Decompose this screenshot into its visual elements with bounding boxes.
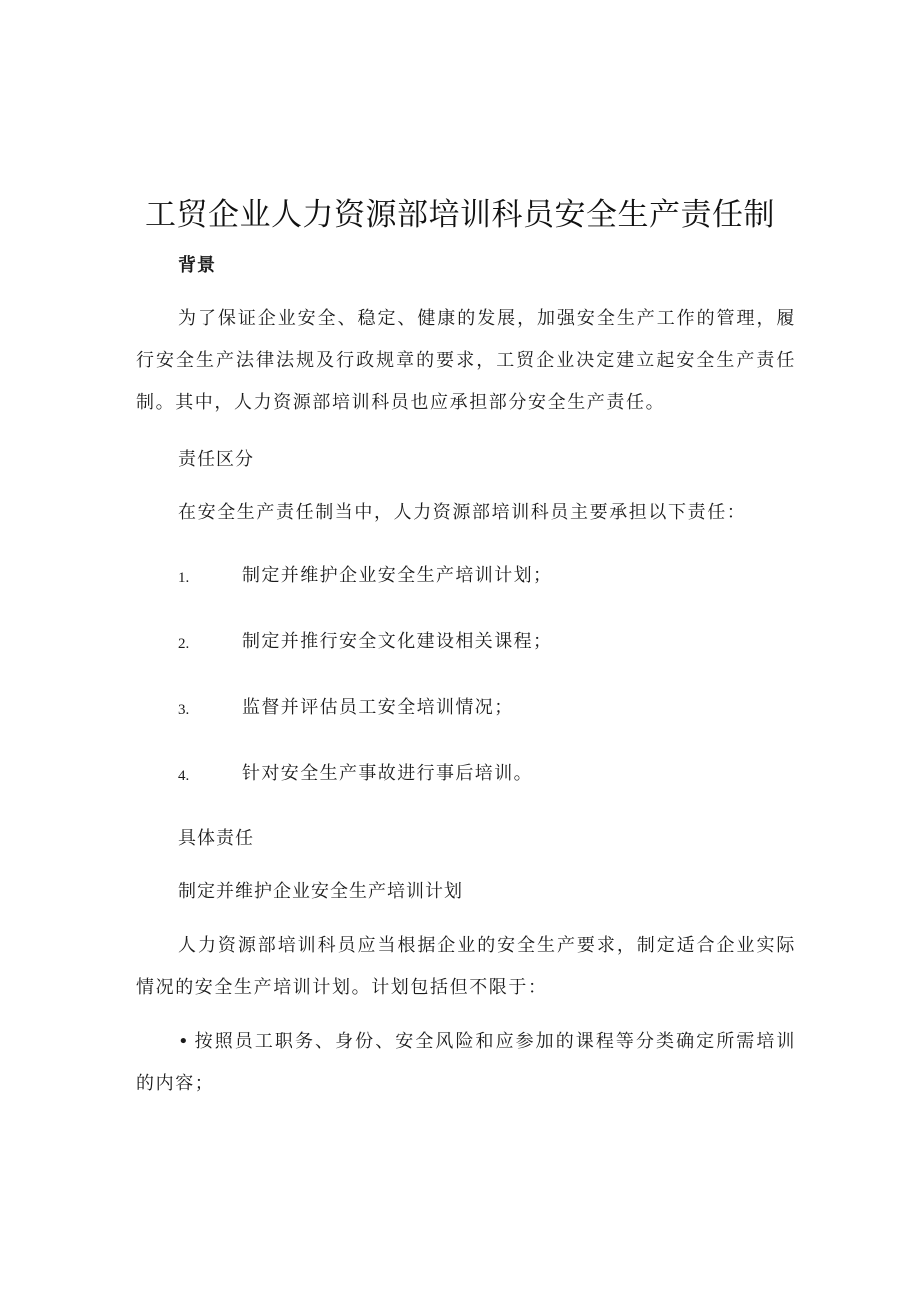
division-intro: 在安全生产责任制当中，人力资源部培训科员主要承担以下责任： <box>178 502 747 523</box>
document-title: 工贸企业人力资源部培训科员安全生产责任制 <box>145 197 775 233</box>
subsection-heading: 制定并维护企业安全生产培训计划 <box>178 881 463 902</box>
list-text: 制定并维护企业安全生产培训计划； <box>242 565 553 586</box>
list-item <box>178 695 778 721</box>
list-text: 针对安全生产事故进行事后培训。 <box>242 763 533 784</box>
list-text: 制定并推行安全文化建设相关课程； <box>242 631 553 652</box>
background-paragraph: 为了保证企业安全、稳定、健康的发展，加强安全生产工作的管理，履行安全生产法律法规及行政规章的要求，工贸企业决定建立起安全生产责任制。其中，人力资源部培训科员也应承担部分安全生产责任。 <box>136 308 796 413</box>
list-number: 1. <box>178 570 190 586</box>
bullet-item <box>136 1021 796 1105</box>
bullet-text: 按照员工职务、身份、安全风险和应参加的课程等分类确定所需培训的内容； <box>136 1031 796 1094</box>
list-number: 4. <box>178 768 190 784</box>
list-number: 3. <box>178 702 190 718</box>
list-item <box>178 563 778 589</box>
specific-paragraph: 人力资源部培训科员应当根据企业的安全生产要求，制定适合企业实际情况的安全生产培训计划。计划包括但不限于： <box>136 935 796 998</box>
list-item <box>178 629 778 655</box>
section-heading-division: 责任区分 <box>178 449 254 470</box>
list-number: 2. <box>178 636 190 652</box>
list-text: 监督并评估员工安全培训情况； <box>242 697 514 718</box>
bullet-icon: • <box>178 1031 191 1052</box>
section-heading-specific: 具体责任 <box>178 828 254 849</box>
section-heading-background: 背景 <box>178 255 216 276</box>
list-item <box>178 761 778 787</box>
